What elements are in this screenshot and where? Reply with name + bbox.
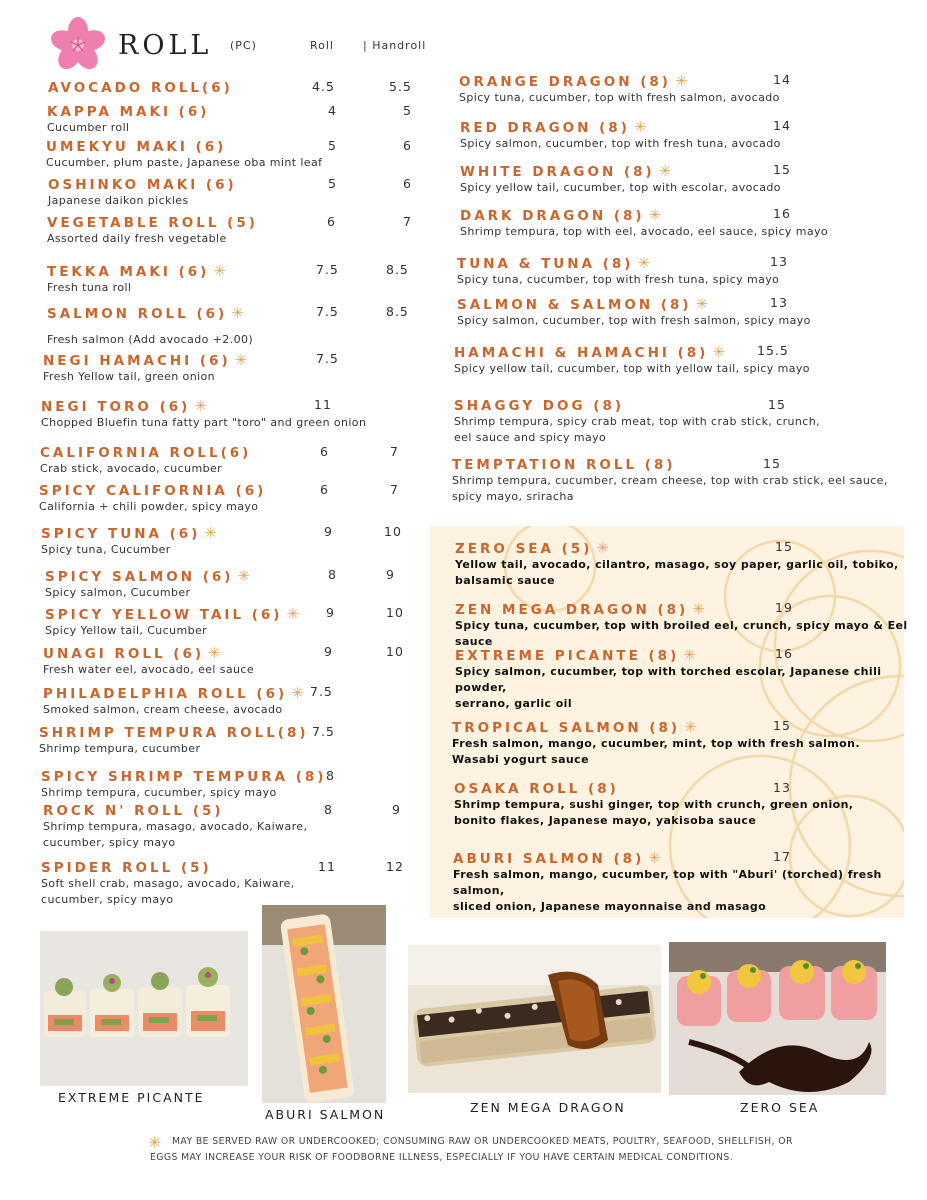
item-price-handroll: 7 (403, 214, 412, 229)
item-price-handroll: 8.5 (386, 262, 409, 277)
menu-item-temptation-roll-8 (452, 457, 888, 505)
caption-zen-mega-dragon: ZEN MEGA DRAGON (470, 1100, 626, 1115)
item-description: Shrimp tempura, sushi ginger, top with crunch, green onion, (454, 798, 854, 811)
raw-warning-star-icon: ✳ (237, 567, 251, 585)
item-price-roll: 9 (324, 644, 333, 659)
item-price-roll: 11 (318, 859, 336, 874)
raw-warning-star-icon: ✳ (674, 72, 688, 90)
item-description: Shrimp tempura, masago, avocado, Kaiware, (43, 820, 308, 833)
item-price-roll: 14 (773, 118, 791, 133)
item-description: Shrimp tempura, cucumber, spicy mayo (41, 786, 277, 799)
menu-item-tekka-maki-6 (47, 263, 226, 296)
disclaimer-line-1: MAY BE SERVED RAW OR UNDERCOOKED; CONSUMING RAW OR UNDERCOOKED MEATS, POULTRY, SEAFOOD, SHELLFISH, OR (172, 1136, 793, 1147)
item-name: SPICY SALMON (6) (45, 569, 234, 585)
item-name: CALIFORNIA ROLL(6) (40, 445, 252, 461)
menu-item-spicy-yellow-tail-6 (45, 606, 299, 639)
item-price-roll: 7.5 (316, 351, 339, 366)
item-description: Spicy tuna, cucumber, top with broiled eel, crunch, spicy mayo & Eel sauce (455, 619, 908, 648)
item-description: Shrimp tempura, top with eel, avocado, eel sauce, spicy mayo (460, 225, 829, 238)
raw-food-disclaimer (150, 1134, 793, 1166)
item-price-roll: 7.5 (310, 684, 333, 699)
raw-warning-star-icon: ✳ (648, 849, 661, 867)
item-description: Spicy yellow tail, cucumber, top with yellow tail, spicy mayo (454, 362, 810, 375)
item-description: Spicy Yellow tail, Cucumber (45, 624, 208, 637)
menu-item-philadelphia-roll-6 (43, 685, 304, 718)
menu-item-california-roll-6 (40, 445, 251, 477)
menu-item-oshinko-maki-6 (48, 177, 237, 209)
item-description-line-2: sliced onion, Japanese mayonnaise and masago (453, 900, 767, 913)
roll-column-header: Roll (310, 39, 334, 52)
item-description: Shrimp tempura, cucumber, cream cheese, top with crab stick, eel sauce, (452, 474, 888, 487)
item-price-handroll: 6 (403, 138, 412, 153)
item-description-line-2: balsamic sauce (455, 574, 556, 587)
menu-item-spicy-shrimp-tempura-8 (41, 769, 327, 801)
item-description-line-2: Wasabi yogurt sauce (452, 753, 589, 766)
menu-item-zero-sea-5 (455, 540, 899, 589)
raw-warning-star-icon: ✳ (648, 206, 662, 224)
menu-item-white-dragon-8 (460, 163, 781, 196)
item-price-handroll: 10 (384, 524, 402, 539)
item-name: NEGI HAMACHI (6) (43, 353, 231, 369)
item-description: Fresh Yellow tail, green onion (43, 370, 216, 383)
item-description-line-2: cucumber, spicy mayo (43, 836, 176, 849)
raw-warning-star-icon: ✳ (712, 343, 725, 361)
item-price-handroll: 7 (390, 444, 399, 459)
item-name: UNAGI ROLL (6) (43, 646, 205, 662)
menu-item-extreme-picante-8 (455, 647, 927, 712)
item-name: TEKKA MAKI (6) (47, 264, 210, 280)
handroll-column-header: | Handroll (363, 39, 427, 52)
item-name: EXTREME PICANTE (8) (455, 648, 680, 664)
item-price-roll: 15.5 (757, 343, 789, 358)
item-name: HAMACHI & HAMACHI (8) (454, 345, 709, 361)
menu-item-spicy-salmon-6 (45, 568, 250, 601)
item-description: Soft shell crab, masago, avocado, Kaiware, (41, 877, 295, 890)
item-name: ROCK N' ROLL (5) (43, 803, 224, 819)
item-name: WHITE DRAGON (8) (460, 164, 655, 180)
item-price-roll: 16 (773, 206, 791, 221)
item-price-roll: 9 (326, 605, 335, 620)
pc-label: (PC) (230, 39, 257, 52)
item-description-line-2: eel sauce and spicy mayo (454, 431, 607, 444)
item-price-roll: 15 (763, 456, 781, 471)
item-price-handroll: 9 (386, 567, 395, 582)
raw-warning-star-icon: ✳ (291, 684, 304, 702)
menu-item-aburi-salmon-8 (453, 850, 927, 915)
menu-item-red-dragon-8 (460, 119, 781, 152)
item-description: Fresh tuna roll (47, 281, 132, 294)
item-description: Spicy tuna, cucumber, top with fresh salmon, avocado (459, 91, 780, 104)
item-description: Yellow tail, avocado, cilantro, masago, soy paper, garlic oil, tobiko, (455, 558, 899, 571)
item-description: Spicy tuna, cucumber, top with fresh tuna, spicy mayo (457, 273, 780, 286)
item-description: Fresh salmon, mango, cucumber, top with "Aburi' (torched) fresh salmon, (453, 868, 882, 897)
item-name: UMEKYU MAKI (6) (46, 139, 227, 155)
item-description: Shrimp tempura, spicy crab meat, top with crab stick, crunch, (454, 415, 820, 428)
item-price-roll: 13 (773, 780, 791, 795)
menu-item-rock-n-roll-5 (43, 803, 307, 851)
item-name: ZEN MEGA DRAGON (8) (455, 602, 689, 618)
raw-warning-star-icon: ✳ (194, 397, 207, 415)
caption-aburi-salmon: ABURI SALMON (265, 1107, 386, 1122)
menu-item-unagi-roll-6 (43, 645, 254, 678)
item-description: Fresh water eel, avocado, eel sauce (43, 663, 255, 676)
item-name: TUNA & TUNA (8) (457, 256, 634, 272)
menu-item-vegetable-roll-5 (47, 215, 258, 247)
item-price-handroll: 8.5 (386, 304, 409, 319)
item-description: Smoked salmon, cream cheese, avocado (43, 703, 283, 716)
item-price-roll: 17 (773, 849, 791, 864)
item-price-roll: 15 (773, 162, 791, 177)
caption-extreme-picante: EXTREME PICANTE (58, 1090, 205, 1105)
item-name: TEMPTATION ROLL (8) (452, 457, 676, 473)
item-name: PHILADELPHIA ROLL (6) (43, 686, 288, 702)
item-description: Spicy salmon, Cucumber (45, 586, 191, 599)
menu-item-osaka-roll-8 (454, 781, 853, 829)
item-price-handroll: 9 (392, 802, 401, 817)
menu-item-salmon-salmon-8 (457, 296, 811, 329)
item-price-roll: 7.5 (312, 724, 335, 739)
menu-item-avocado-roll-6 (48, 80, 233, 96)
item-price-roll: 8 (324, 802, 333, 817)
photo-extreme-picante (40, 931, 248, 1086)
item-name: NEGI TORO (6) (41, 399, 191, 415)
item-description-line-2: serrano, garlic oil (455, 697, 572, 710)
raw-warning-star-icon: ✳ (204, 524, 217, 542)
item-description: Spicy salmon, cucumber, top with torched escolar, Japanese chili powder, (455, 665, 882, 694)
item-name: SPICY YELLOW TAIL (6) (45, 607, 283, 623)
menu-item-spicy-california-6 (39, 483, 266, 515)
item-name: SPICY CALIFORNIA (6) (39, 483, 267, 499)
item-price-roll: 5 (328, 138, 337, 153)
item-description: Spicy salmon, cucumber, top with fresh tuna, avocado (460, 137, 781, 150)
raw-warning-star-icon: ✳ (596, 539, 609, 557)
item-price-handroll: 10 (386, 605, 404, 620)
item-name: ORANGE DRAGON (8) (459, 74, 671, 90)
menu-item-shrimp-tempura-roll-8 (39, 725, 309, 757)
item-name: SPICY TUNA (6) (41, 526, 201, 542)
item-name: ZERO SEA (5) (455, 541, 593, 557)
item-name: OSHINKO MAKI (6) (48, 177, 237, 193)
item-price-roll: 4 (328, 103, 337, 118)
item-description: Spicy yellow tail, cucumber, top with escolar, avocado (460, 181, 781, 194)
item-price-roll: 15 (773, 718, 791, 733)
item-name: RED DRAGON (8) (460, 120, 630, 136)
menu-item-spicy-tuna-6 (41, 525, 217, 558)
item-description-line-2: bonito flakes, Japanese mayo, yakisoba sauce (454, 814, 757, 827)
item-name: SPIDER ROLL (5) (41, 860, 212, 876)
menu-item-tropical-salmon-8 (452, 719, 860, 768)
item-description: Chopped Bluefin tuna fatty part "toro" and green onion (41, 416, 367, 429)
item-description: Japanese daikon pickles (48, 194, 189, 207)
item-description: Fresh salmon, mango, cucumber, mint, top with fresh salmon. (452, 737, 860, 750)
item-description: Crab stick, avocado, cucumber (40, 462, 223, 475)
item-name: TROPICAL SALMON (8) (452, 720, 681, 736)
menu-item-zen-mega-dragon-8 (455, 601, 927, 650)
item-description: Assorted daily fresh vegetable (47, 232, 227, 245)
menu-item-tuna-tuna-8 (457, 255, 779, 288)
photo-aburi-salmon (262, 905, 386, 1103)
item-name: AVOCADO ROLL(6) (48, 80, 233, 96)
item-description: Fresh salmon (Add avocado +2.00) (47, 333, 254, 346)
menu-item-kappa-maki-6 (47, 104, 209, 136)
raw-warning-star-icon: ✳ (692, 600, 705, 618)
item-name: SPICY SHRIMP TEMPURA (8) (41, 769, 327, 785)
item-price-roll: 8 (326, 768, 335, 783)
item-price-roll: 7.5 (316, 262, 339, 277)
item-price-roll: 19 (775, 600, 793, 615)
item-description: Spicy tuna, Cucumber (41, 543, 171, 556)
raw-warning-star-icon: ✳ (684, 718, 697, 736)
item-description: Cucumber, plum paste, Japanese oba mint leaf (46, 156, 323, 169)
item-price-handroll: 12 (386, 859, 404, 874)
menu-item-salmon-roll-6 (47, 305, 253, 348)
item-name: OSAKA ROLL (8) (454, 781, 619, 797)
footnote-star-icon: ✳ (148, 1133, 162, 1152)
menu-item-shaggy-dog-8 (454, 398, 820, 446)
item-name: DARK DRAGON (8) (460, 208, 645, 224)
item-price-roll: 13 (770, 295, 788, 310)
item-price-handroll: 7 (390, 482, 399, 497)
item-price-roll: 15 (775, 539, 793, 554)
raw-warning-star-icon: ✳ (286, 605, 300, 623)
item-name: SHAGGY DOG (8) (454, 398, 625, 414)
item-name: SALMON ROLL (6) (47, 306, 228, 322)
raw-warning-star-icon: ✳ (208, 644, 221, 662)
photo-zero-sea (669, 942, 886, 1095)
item-price-roll: 11 (314, 397, 332, 412)
item-price-roll: 14 (773, 72, 791, 87)
raw-warning-star-icon: ✳ (633, 118, 647, 136)
item-price-roll: 6 (320, 482, 329, 497)
item-description-line-2: cucumber, spicy mayo (41, 893, 174, 906)
disclaimer-line-2: EGGS MAY INCREASE YOUR RISK OF FOODBORNE ILLNESS, ESPECIALLY IF YOU HAVE CERTAIN MEDICAL CONDITIONS. (150, 1152, 734, 1163)
item-description: Spicy salmon, cucumber, top with fresh salmon, spicy mayo (457, 314, 811, 327)
item-price-roll: 15 (768, 397, 786, 412)
raw-warning-star-icon: ✳ (658, 162, 672, 180)
item-name: ABURI SALMON (8) (453, 851, 645, 867)
cherry-blossom-logo-icon (48, 14, 108, 74)
item-name: KAPPA MAKI (6) (47, 104, 210, 120)
raw-warning-star-icon: ✳ (231, 304, 244, 322)
item-description: California + chili powder, spicy mayo (39, 500, 259, 513)
item-price-roll: 13 (770, 254, 788, 269)
item-name: VEGETABLE ROLL (5) (47, 215, 258, 231)
page-title: ROLL (118, 30, 213, 61)
item-price-roll: 9 (324, 524, 333, 539)
item-description-line-2: spicy mayo, sriracha (452, 490, 574, 503)
menu-item-orange-dragon-8 (459, 73, 780, 106)
item-price-roll: 4.5 (312, 79, 335, 94)
item-price-handroll: 5 (403, 103, 412, 118)
caption-zero-sea: ZERO SEA (740, 1100, 820, 1115)
raw-warning-star-icon: ✳ (695, 295, 709, 313)
raw-warning-star-icon: ✳ (637, 254, 651, 272)
raw-warning-star-icon: ✳ (213, 262, 226, 280)
menu-item-umekyu-maki-6 (46, 139, 322, 171)
item-description: Shrimp tempura, cucumber (39, 742, 201, 755)
photo-zen-mega-dragon (408, 945, 661, 1093)
menu-item-negi-hamachi-6 (43, 352, 247, 385)
item-price-roll: 16 (775, 646, 793, 661)
item-name: SALMON & SALMON (8) (457, 297, 692, 313)
item-name: SHRIMP TEMPURA ROLL(8) (39, 725, 309, 741)
item-price-roll: 7.5 (316, 304, 339, 319)
raw-warning-star-icon: ✳ (683, 646, 696, 664)
item-price-handroll: 5.5 (389, 79, 412, 94)
menu-item-spider-roll-5 (41, 860, 295, 908)
item-price-roll: 6 (327, 214, 336, 229)
item-description: Cucumber roll (47, 121, 130, 134)
item-price-handroll: 6 (403, 176, 412, 191)
item-price-roll: 5 (328, 176, 337, 191)
item-price-roll: 6 (320, 444, 329, 459)
item-price-roll: 8 (328, 567, 337, 582)
item-price-handroll: 10 (386, 644, 404, 659)
raw-warning-star-icon: ✳ (234, 351, 248, 369)
